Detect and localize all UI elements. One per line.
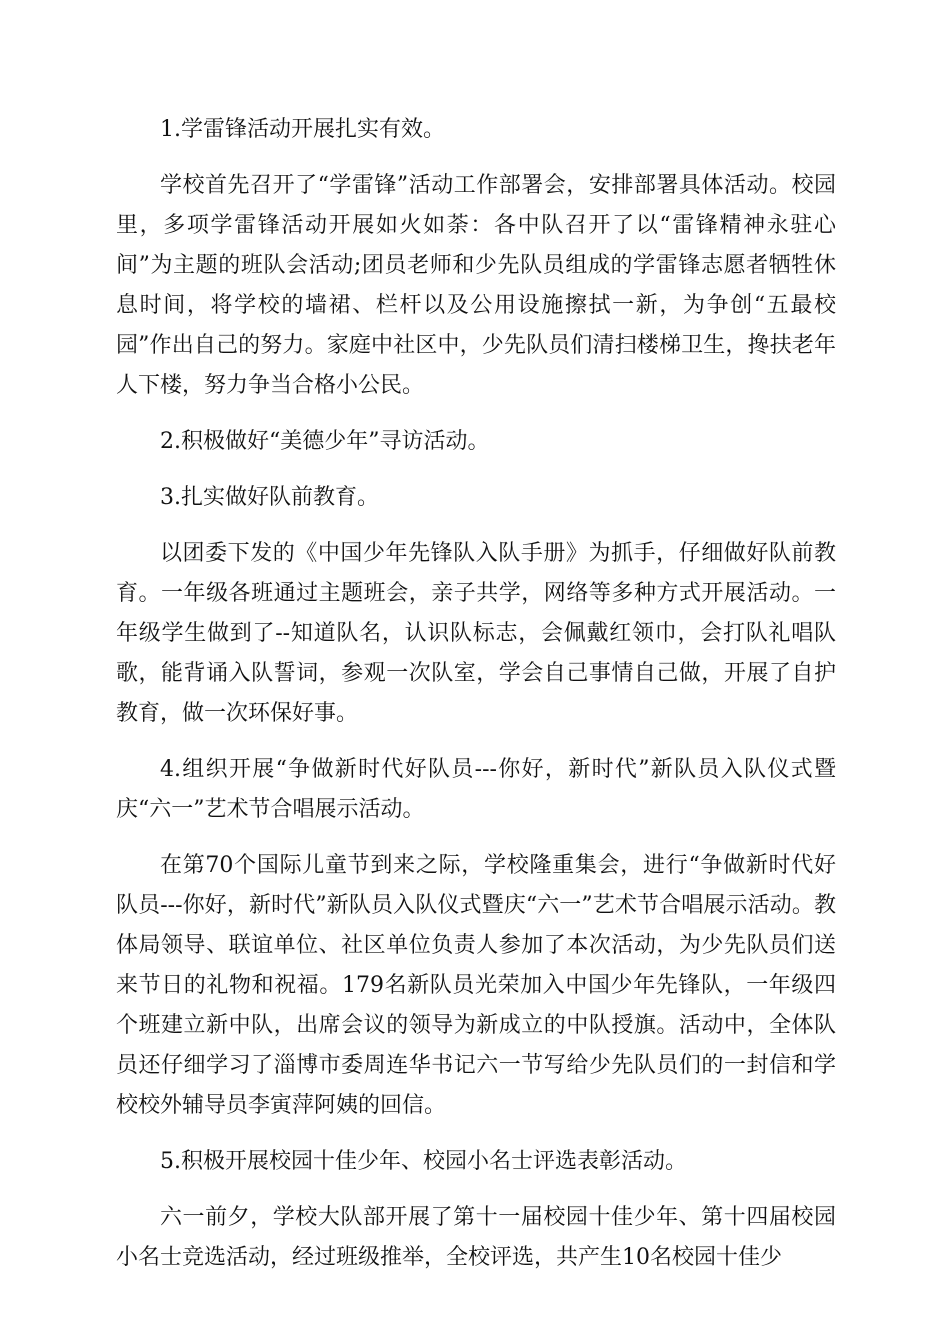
section-heading-1: 1.学雷锋活动开展扎实有效。 <box>160 117 445 142</box>
section-heading-5: 5.积极开展校园十佳少年、校园小名士评选表彰活动。 <box>160 1149 687 1174</box>
paragraph-1: 学校首先召开了“学雷锋”活动工作部署会，安排部署具体活动。校园里，多项学雷锋活动开展如火如荼：各中队召开了以“雷锋精神永驻心间”为主题的班队会活动;团员老师和少先队员组成的学雷锋志愿者牺牲休息时间，将学校的墙裙、栏杆以及公用设施擦拭一新，为争创“五最校园”作出自己的努力。家庭中社区中，少先队员们清扫楼梯卫生，搀扶老年人下楼，努力争当合格小公民。 <box>116 173 836 398</box>
section-heading-3: 3.扎实做好队前教育。 <box>160 485 379 510</box>
paragraph-2: 以团委下发的《中国少年先锋队入队手册》为抓手，仔细做好队前教育。一年级各班通过主题班会，亲子共学，网络等多种方式开展活动。一年级学生做到了--知道队名，认识队标志，会佩戴红领巾，会打队礼唱队歌，能背诵入队誓词，参观一次队室，学会自己事情自己做，开展了自护教育，做一次环保好事。 <box>116 541 836 726</box>
section-heading-2: 2.积极做好“美德少年”寻访活动。 <box>160 429 490 454</box>
paragraph-4: 六一前夕，学校大队部开展了第十一届校园十佳少年、第十四届校园小名士竞选活动，经过班级推举，全校评选，共产生10名校园十佳少 <box>116 1205 836 1270</box>
section-heading-4: 4.组织开展“争做新时代好队员---你好，新时代”新队员入队仪式暨庆“六一”艺术节合唱展示活动。 <box>116 757 836 822</box>
paragraph-3: 在第70个国际儿童节到来之际，学校隆重集会，进行“争做新时代好队员---你好，新时代”新队员入队仪式暨庆“六一”艺术节合唱展示活动。教体局领导、联谊单位、社区单位负责人参加了本次活动，为少先队员们送来节日的礼物和祝福。179名新队员光荣加入中国少年先锋队，一年级四个班建立新中队，出席会议的领导为新成立的中队授旗。活动中，全体队员还仔细学习了淄博市委周连华书记六一节写给少先队员们的一封信和学校校外辅导员李寅萍阿姨的回信。 <box>116 853 836 1118</box>
document-body <box>116 110 836 1294</box>
